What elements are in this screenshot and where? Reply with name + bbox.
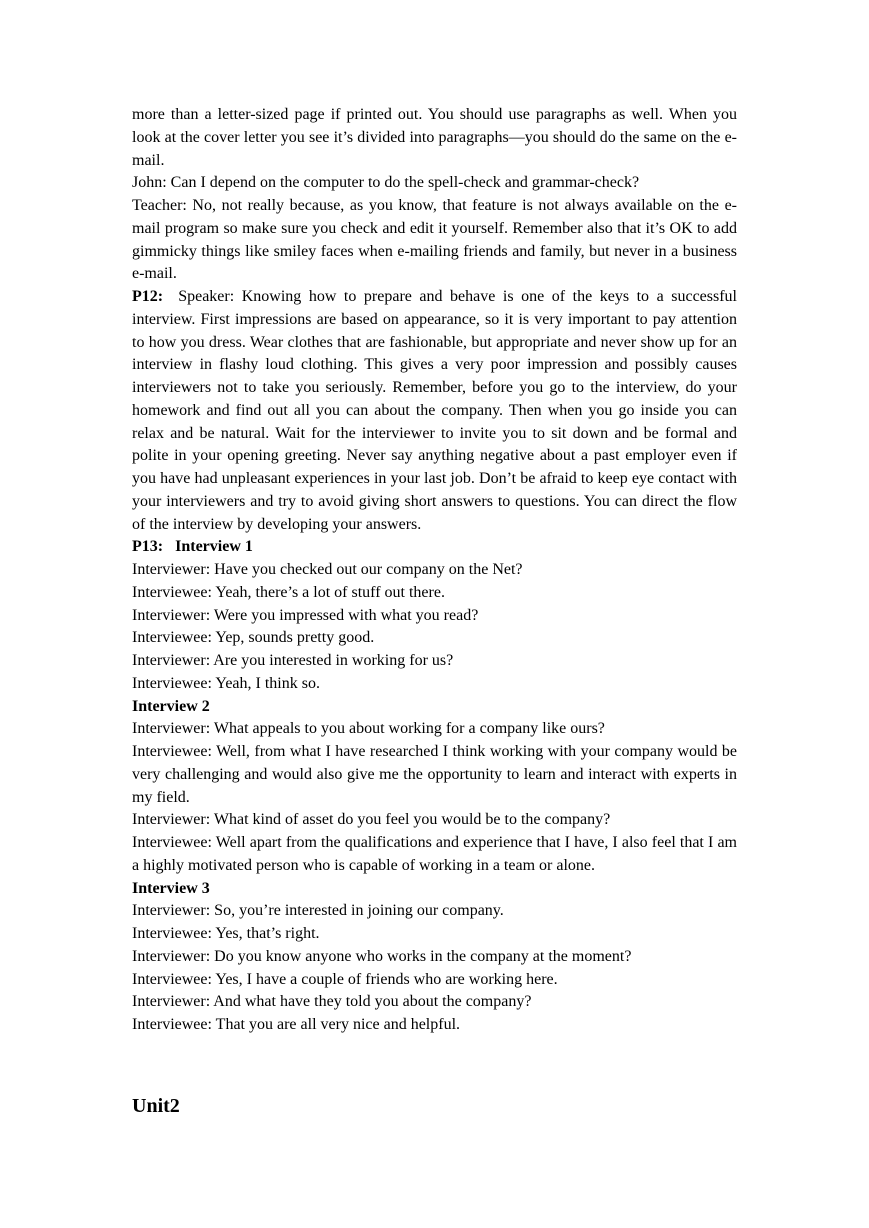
john-question: John: Can I depend on the computer to do the spell-check and grammar-check?: [132, 174, 640, 192]
interview-1-line: Interviewee: Yeah, I think so.: [132, 674, 320, 692]
interview-3-line: Interviewee: Yes, I have a couple of friends who are working here.: [132, 970, 558, 988]
interview-3-line: Interviewer: And what have they told you about the company?: [132, 993, 532, 1011]
interview-2-line: Interviewer: What kind of asset do you feel you would be to the company?: [132, 811, 611, 829]
document-body: [132, 104, 737, 1037]
interview-2-line: Interviewer: What appeals to you about working for a company like ours?: [132, 720, 605, 738]
p12-label: P12:: [132, 288, 164, 305]
teacher-answer: Teacher: No, not really because, as you know, that feature is not always available on the e-mail program so make sure you check and edit it yourself. Remember also that it’s OK to add gimmicky things like smiley faces when e-mailing friends and family, but never in a business e-mail.: [132, 197, 737, 283]
interview-1-title: Interview 1: [175, 538, 253, 556]
interview-3-line: Interviewer: Do you know anyone who works in the company at the moment?: [132, 947, 632, 965]
interview-1-line: Interviewee: Yeah, there’s a lot of stuff out there.: [132, 583, 445, 601]
interview-3-line: Interviewee: That you are all very nice and helpful.: [132, 1016, 461, 1033]
interview-1-line: Interviewer: Have you checked out our company on the Net?: [132, 561, 523, 578]
p13-heading: [132, 536, 737, 559]
interview-2-paragraph: Interviewee: Well, from what I have researched I think working with your company would be very challenging and would also give me the opportunity to learn and interact with experts in my field.: [132, 743, 737, 806]
interview-1-line: Interviewee: Yep, sounds pretty good.: [132, 629, 375, 647]
p12-paragraph: [132, 286, 737, 536]
interview-1-line: Interviewer: Were you impressed with what you read?: [132, 606, 479, 624]
interview-3-line: Interviewee: Yes, that’s right.: [132, 925, 320, 942]
interview-3-title: Interview 3: [132, 879, 210, 897]
teacher-paragraph-continued: more than a letter-sized page if printed out. You should use paragraphs as well. When you look at the cover letter you see it’s divided into paragraphs—you should do the same on the e-mail.: [132, 106, 737, 169]
interview-2-paragraph: Interviewee: Well apart from the qualifications and experience that I have, I also feel that I am a highly motivated person who is capable of working in a team or alone.: [132, 834, 737, 874]
p13-label: P13:: [132, 538, 164, 556]
interview-2-title: Interview 2: [132, 697, 210, 715]
p12-text: Speaker: Knowing how to prepare and behave is one of the keys to a successful interview. First impressions are based on appearance, so it is very important to pay attention to how you dress. Wear clothes that are fashionable, but appropriate and never show up for an interview in flashy loud clothing. This gives a very poor impression and possibly causes interviewers not to take you seriously. Remember, before you go to the interview, do your homework and find out all you can about the company. Then when you go inside you can relax and be natural. Wait for the interviewer to invite you to sit down and be formal and polite in your opening greeting. Never say anything negative about a past employer even if you have had unpleasant experiences in your last job. Don’t be afraid to keep eye contact with your interviewers and try to avoid giving short answers to questions. You can direct the flow of the interview by developing your answers.: [132, 288, 737, 533]
unit-heading: Unit2: [132, 1095, 180, 1117]
interview-3-line: Interviewer: So, you’re interested in joining our company.: [132, 902, 504, 920]
interview-1-line: Interviewer: Are you interested in working for us?: [132, 652, 454, 669]
